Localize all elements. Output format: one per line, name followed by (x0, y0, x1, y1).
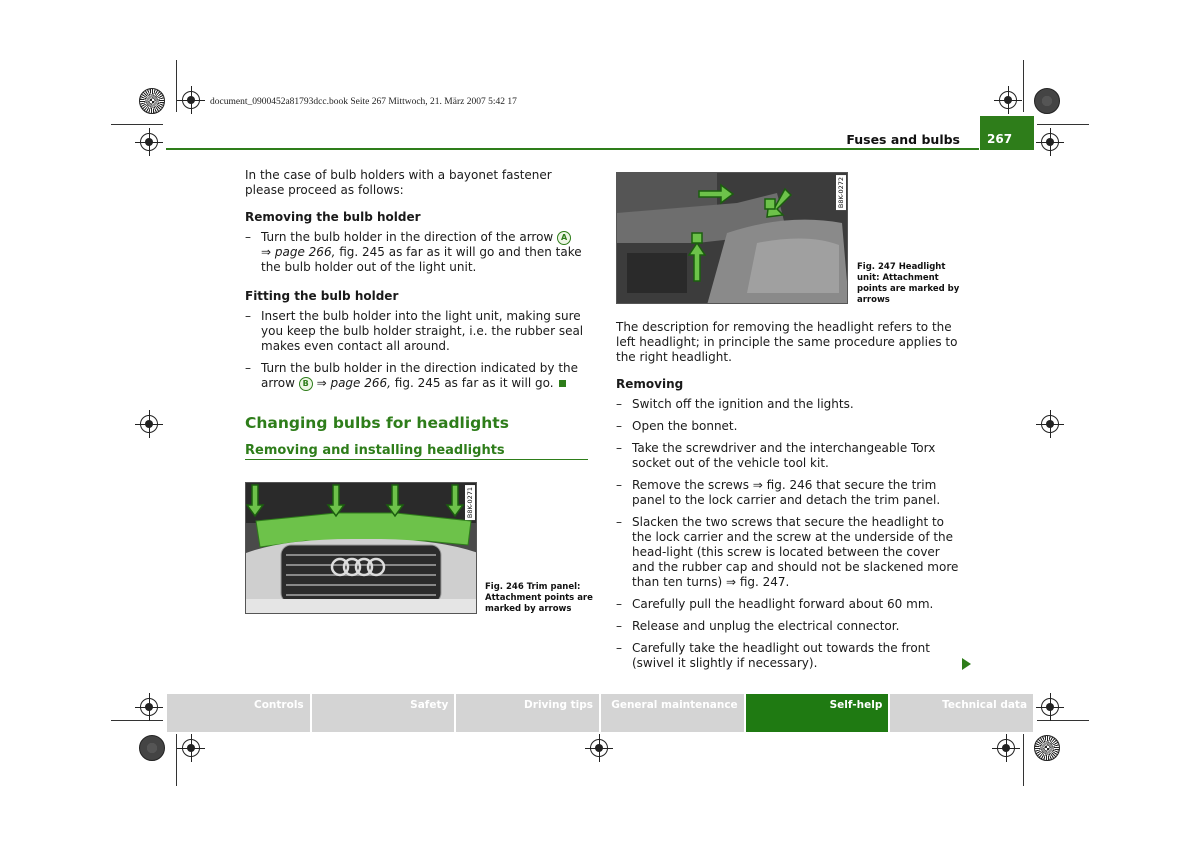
chapter-nav-bar (167, 694, 1033, 732)
crop-mark (1037, 720, 1089, 721)
caption-line: Fig. 247 Headlight (857, 262, 946, 272)
step-text: Take the screwdriver and the interchangeable Torx socket out of the vehicle tool kit. (632, 441, 936, 470)
nav-tab-general-maintenance[interactable]: General maintenance (601, 694, 744, 732)
caption-line: unit: Attachment (857, 273, 939, 283)
caption-line: marked by arrows (485, 604, 572, 614)
step-text: Remove the screws ⇒ fig. 246 that secure the trim panel to the lock carrier and detach the trim panel. (632, 478, 941, 507)
registration-mark (999, 91, 1017, 109)
chapter-heading: Changing bulbs for headlights (245, 414, 509, 432)
instruction-step (616, 597, 961, 612)
intro-paragraph: The description for removing the headlight refers to the left headlight; in principle the same procedure applies to the right headlight. (616, 320, 958, 364)
registration-disc (139, 735, 165, 761)
intro-paragraph: In the case of bulb holders with a bayonet fastener please proceed as follows: (245, 168, 552, 197)
fitting-bulb-holder-heading: Fitting the bulb holder (245, 289, 399, 303)
running-head-title: Fuses and bulbs (846, 132, 960, 147)
instruction-step (616, 619, 961, 634)
crop-mark (176, 60, 177, 112)
figure-code: B8K-0271 (466, 487, 474, 519)
registration-mark (590, 739, 608, 757)
registration-starburst (1034, 735, 1060, 761)
registration-mark (182, 91, 200, 109)
xref-arrow: ⇒ (316, 376, 327, 390)
instruction-step (616, 478, 961, 508)
nav-tab-safety[interactable]: Safety (312, 694, 455, 732)
crop-mark (111, 720, 163, 721)
registration-mark (997, 739, 1015, 757)
step-text: Carefully pull the headlight forward about 60 mm. (632, 597, 934, 611)
header-rule (166, 148, 979, 150)
nav-tab-controls[interactable]: Controls (167, 694, 310, 732)
instruction-step (616, 441, 961, 471)
section-heading: Removing and installing headlights (245, 443, 588, 460)
marker-b-icon: B (299, 377, 313, 391)
step-text: Insert the bulb holder into the light unit, making sure you keep the bulb holder straight, i.e. the rubber seal makes even contact all around. (261, 309, 584, 353)
step-text: Slacken the two screws that secure the headlight to the lock carrier and the screw at the underside of the head-light (this screw is located between the cover and the rubber cap and should not be slackened more than ten turns) ⇒ fig. 247. (632, 515, 959, 589)
figure-247-image (616, 172, 848, 304)
nav-tab-technical-data[interactable]: Technical data (890, 694, 1033, 732)
nav-tab-self-help[interactable]: Self-help (746, 694, 889, 732)
left-column (245, 168, 590, 460)
step-text: fig. 245 as far as it will go. (394, 376, 554, 390)
fitting-step (245, 309, 590, 354)
caption-line: Attachment points are (485, 593, 593, 603)
end-of-section-icon (559, 380, 566, 387)
crop-mark (111, 124, 163, 125)
headlight-illustration (617, 173, 848, 304)
registration-disc (1034, 88, 1060, 114)
marker-a-icon: A (557, 231, 571, 245)
caption-line: Fig. 246 Trim panel: (485, 582, 581, 592)
step-dash: – (245, 361, 251, 375)
page-number: 267 (980, 116, 1034, 150)
crop-mark (1023, 734, 1024, 786)
step-dash: – (616, 478, 622, 492)
step-text: Turn the bulb holder in the direction indicated by the arrow (261, 361, 579, 390)
instruction-step (616, 641, 961, 671)
step-dash: – (616, 441, 622, 455)
registration-mark (1041, 415, 1059, 433)
instruction-step (616, 419, 961, 434)
removing-step (245, 230, 590, 275)
step-text: Carefully take the headlight out towards the front (swivel it slightly if necessary). (632, 641, 930, 670)
step-dash: – (245, 309, 251, 323)
instruction-step (616, 515, 961, 590)
removing-heading: Removing (616, 377, 684, 391)
crop-mark (1023, 60, 1024, 112)
step-dash: – (616, 397, 622, 411)
right-column (616, 320, 961, 678)
registration-mark (182, 739, 200, 757)
caption-line: arrows (857, 295, 890, 305)
step-text: Release and unplug the electrical connector. (632, 619, 900, 633)
nav-tab-driving-tips[interactable]: Driving tips (456, 694, 599, 732)
trim-panel-illustration (246, 483, 477, 614)
crop-mark (1037, 124, 1089, 125)
crop-mark (176, 734, 177, 786)
figure-246-image (245, 482, 477, 614)
step-dash: – (245, 230, 251, 244)
caption-line: points are marked by (857, 284, 960, 294)
step-dash: – (616, 641, 622, 655)
figure-247-caption (857, 262, 967, 306)
removing-bulb-holder-heading: Removing the bulb holder (245, 210, 421, 224)
registration-mark (140, 415, 158, 433)
continue-arrow-icon (962, 658, 971, 670)
instruction-step (616, 397, 961, 412)
step-dash: – (616, 419, 622, 433)
registration-starburst (139, 88, 165, 114)
step-text: Open the bonnet. (632, 419, 738, 433)
step-text: fig. 245 as far as it will go and then take the bulb holder out of the light unit. (261, 245, 582, 274)
step-dash: – (616, 597, 622, 611)
figure-code: B8K-0272 (837, 177, 845, 209)
step-dash: – (616, 619, 622, 633)
step-dash: – (616, 515, 622, 529)
registration-mark (1041, 133, 1059, 151)
xref-arrow: ⇒ (261, 245, 272, 259)
fitting-step (245, 361, 590, 391)
registration-mark (1041, 698, 1059, 716)
step-text: Switch off the ignition and the lights. (632, 397, 854, 411)
step-text: Turn the bulb holder in the direction of the arrow (261, 230, 554, 244)
page-reference-link[interactable]: page 266, (330, 376, 391, 390)
print-header: document_0900452a81793dcc.book Seite 267 Mittwoch, 21. März 2007 5:42 17 (210, 97, 517, 107)
page-reference-link[interactable]: page 266, (274, 245, 336, 259)
registration-mark (140, 133, 158, 151)
registration-mark (140, 698, 158, 716)
figure-246-caption (485, 582, 595, 615)
